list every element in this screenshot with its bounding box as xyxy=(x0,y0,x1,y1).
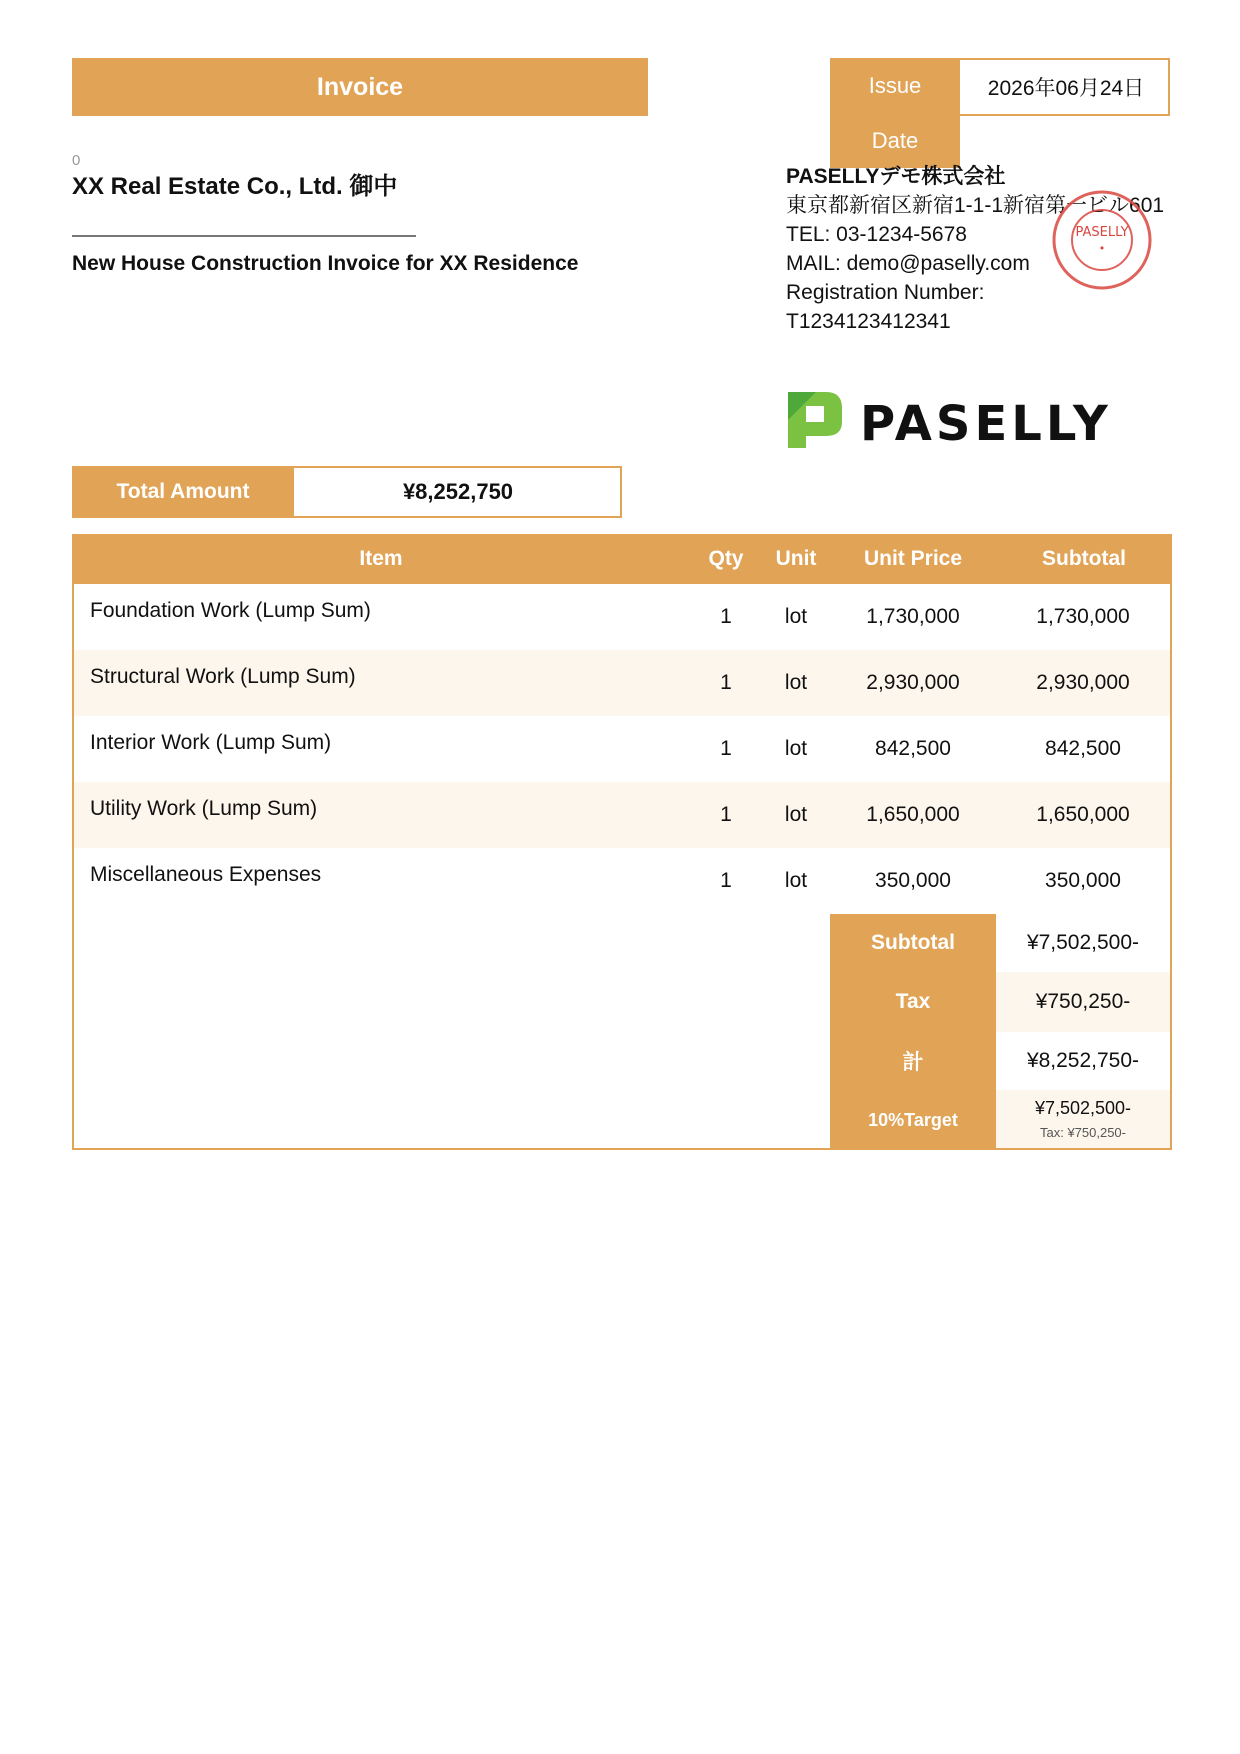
cell-unit: lot xyxy=(784,671,808,694)
cell-subtotal: 1,650,000 xyxy=(1036,803,1130,826)
cell-subtotal: 2,930,000 xyxy=(1036,671,1130,694)
table-row xyxy=(74,716,1170,782)
company-seal-stamp xyxy=(1050,188,1154,292)
cell-subtotal: 842,500 xyxy=(1045,737,1121,760)
summary-tax-label: Tax xyxy=(895,990,931,1013)
cell-item: Miscellaneous Expenses xyxy=(90,863,322,886)
issue-date-label xyxy=(830,58,960,168)
summary-total-value: ¥8,252,750- xyxy=(1026,1049,1140,1072)
cell-qty: 1 xyxy=(720,803,732,826)
company-mail: MAIL: demo@paselly.com xyxy=(786,252,1030,275)
invoice-subject: New House Construction Invoice for XX Residence xyxy=(72,252,579,275)
total-amount-value: ¥8,252,750 xyxy=(402,479,514,504)
cell-unit-price: 1,650,000 xyxy=(866,803,960,826)
recipient-underline xyxy=(72,235,416,237)
svg-text:•: • xyxy=(1098,242,1106,255)
summary-total-label: 計 xyxy=(902,1051,924,1074)
summary-target-tax: Tax: ¥750,250- xyxy=(1039,1125,1126,1140)
registration-label: Registration Number: xyxy=(786,281,985,304)
cell-unit: lot xyxy=(784,869,808,892)
header-item: Item xyxy=(359,547,403,570)
cell-unit-price: 842,500 xyxy=(875,737,951,760)
header-unit-price: Unit Price xyxy=(863,547,963,570)
cell-unit-price: 1,730,000 xyxy=(866,605,960,628)
cell-item: Structural Work (Lump Sum) xyxy=(90,665,356,688)
header-subtotal: Subtotal xyxy=(1042,547,1126,570)
summary-target-value: ¥7,502,500- xyxy=(1034,1098,1132,1118)
company-address: 東京都新宿区新宿1-1-1新宿第一ビル601 xyxy=(786,194,1165,217)
cell-unit-price: 2,930,000 xyxy=(866,671,960,694)
issue-date-value: 2026年06月24日 xyxy=(987,77,1145,100)
cell-item: Interior Work (Lump Sum) xyxy=(90,731,332,754)
total-amount-label: Total Amount xyxy=(72,466,294,518)
logo-text: PASELLY xyxy=(860,396,1112,452)
cell-item: Foundation Work (Lump Sum) xyxy=(90,599,371,622)
company-tel: TEL: 03-1234-5678 xyxy=(786,223,967,246)
summary-labels xyxy=(830,914,996,1150)
stamp-text: PASELLY xyxy=(1075,225,1129,240)
table-row xyxy=(74,848,1170,914)
cell-subtotal: 1,730,000 xyxy=(1036,605,1130,628)
cell-unit-price: 350,000 xyxy=(875,869,951,892)
table-row xyxy=(74,782,1170,848)
header-unit: Unit xyxy=(775,547,817,570)
table-header xyxy=(72,534,1172,584)
company-logo xyxy=(786,388,1126,452)
cell-unit: lot xyxy=(784,605,808,628)
issue-label-line2: Date xyxy=(871,128,919,153)
summary-subtotal-label: Subtotal xyxy=(871,931,955,954)
cell-qty: 1 xyxy=(720,737,732,760)
table-row xyxy=(74,650,1170,716)
summary-target-cell xyxy=(996,1090,1170,1148)
recipient-code: 0 xyxy=(72,152,81,169)
cell-unit: lot xyxy=(784,803,808,826)
table-row xyxy=(74,584,1170,650)
cell-qty: 1 xyxy=(720,869,732,892)
summary-subtotal-value: ¥7,502,500- xyxy=(1026,931,1140,954)
cell-item: Utility Work (Lump Sum) xyxy=(90,797,318,820)
cell-unit: lot xyxy=(784,737,808,760)
cell-qty: 1 xyxy=(720,605,732,628)
cell-subtotal: 350,000 xyxy=(1045,869,1121,892)
company-name: PASELLYデモ株式会社 xyxy=(786,165,1006,188)
registration-number: T1234123412341 xyxy=(786,310,951,333)
invoice-title: Invoice xyxy=(72,58,648,116)
summary-target-label: 10%Target xyxy=(868,1109,958,1130)
issue-label-line1: Issue xyxy=(868,73,922,98)
cell-qty: 1 xyxy=(720,671,732,694)
summary-tax-value: ¥750,250- xyxy=(996,972,1170,1032)
header-qty: Qty xyxy=(708,547,744,570)
recipient-name: XX Real Estate Co., Ltd. 御中 xyxy=(72,173,398,200)
